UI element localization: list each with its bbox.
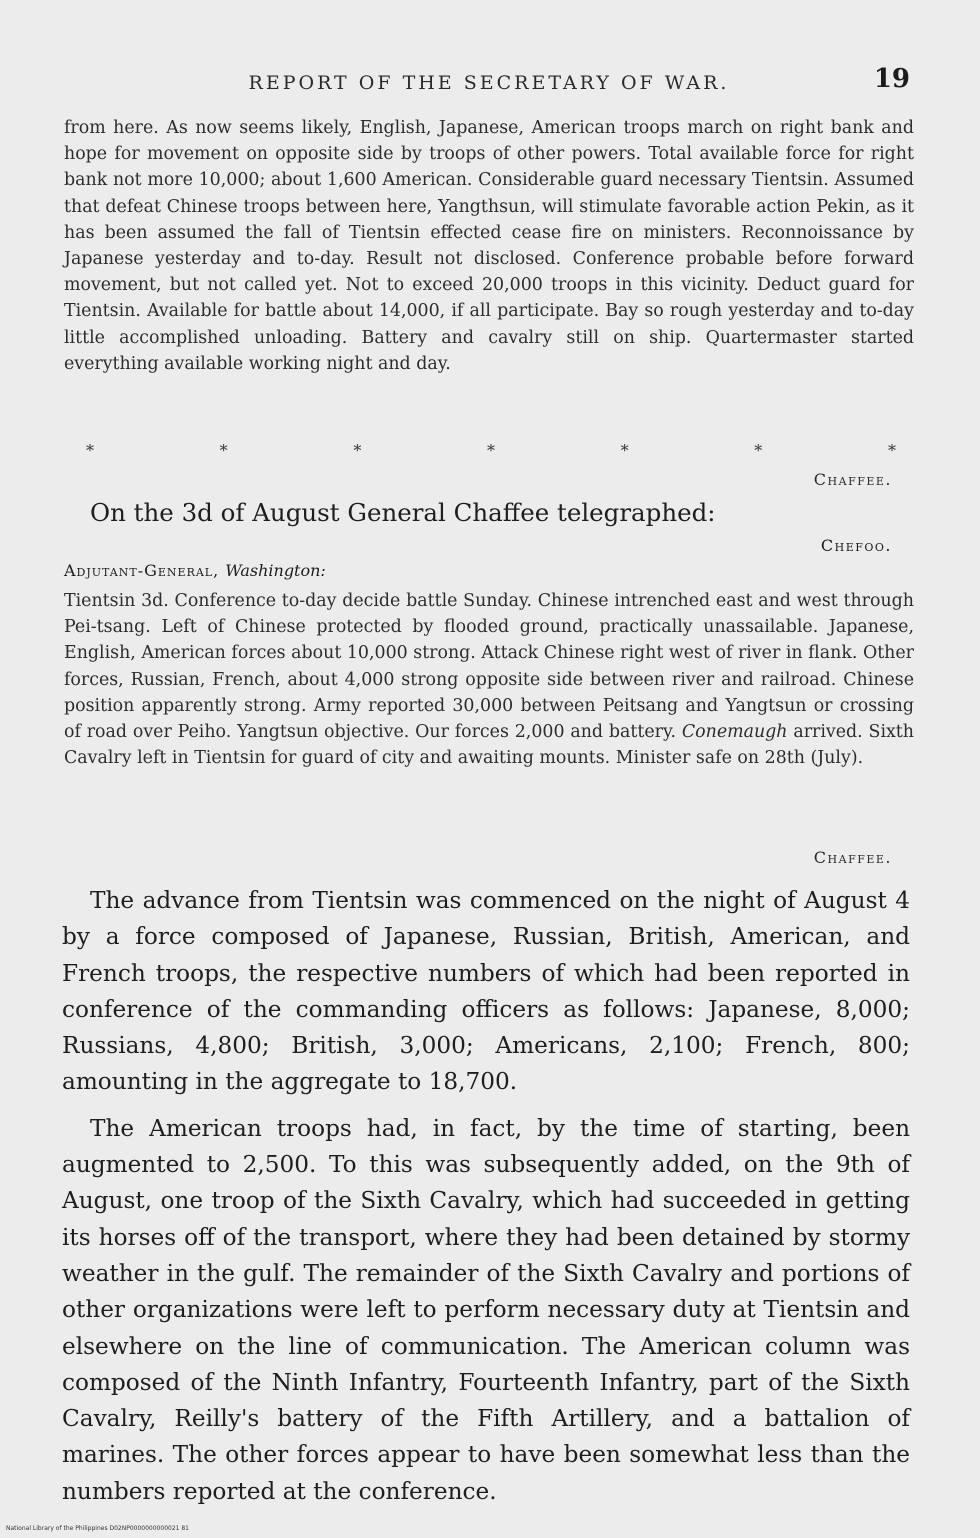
telegram-2-text-part-2: arrived. Sixth Cavalry left in Tientsin for guard of city and awaiting mounts. Minister safe on 28th (July).: [64, 722, 914, 769]
star: *: [219, 441, 228, 460]
star: *: [887, 441, 896, 460]
page-number: 19: [873, 64, 910, 94]
star: *: [486, 441, 495, 460]
signature-1: Chaffee.: [813, 470, 892, 489]
addressee-city: Washington:: [225, 561, 326, 580]
star: *: [620, 441, 629, 460]
telegram-2-text: [64, 588, 914, 771]
star: *: [86, 441, 94, 460]
ellipsis-stars: [86, 441, 896, 460]
body-text: [62, 883, 910, 1510]
paragraph-1: The advance from Tientsin was commenced on the night of August 4 by a force composed of Japanese, Russian, British, American, and French troops, the respective numbers of which had been reported in conference of the commanding officers as follows: Japanese, 8,000; Russians, 4,800; British, 3,000; Americans, 2,100; French, 800; amounting in the aggregate to 18,700.: [62, 887, 910, 1096]
star: *: [754, 441, 763, 460]
intro-line: On the 3d of August General Chaffee telegraphed:: [90, 498, 716, 527]
telegram-1: [64, 115, 914, 377]
telegram-1-text: from here. As now seems likely, English, Japanese, American troops march on right bank and hope for movement on opposite side by troops of other powers. Total available force for right bank not more 10,000; about 1,600 American. Considerable guard necessary Tientsin. Assumed that defeat Chinese troops between here, Yangthsun, will stimulate favorable action Pekin, as it has been assumed the fall of Tientsin effected cease fire on ministers. Reconnoissance by Japanese yesterday and to-day. Result not disclosed. Conference probable before forward movement, but not called yet. Not to exceed 20,000 troops in this vicinity. Deduct guard for Tientsin. Available for battle about 14,000, if all participate. Bay so rough yesterday and to-day little accomplished unloading. Battery and cavalry still on ship. Quartermaster started everything available working night and day.: [64, 118, 914, 374]
library-footer: National Library of the Philippines D02NP0000000000021 81: [6, 1525, 190, 1532]
star: *: [353, 441, 362, 460]
telegram-2-place: Chefoo.: [820, 536, 892, 555]
addressee-title: Adjutant-General,: [64, 561, 220, 580]
telegram-2: [64, 588, 914, 771]
telegram-2-text-part-1: Tientsin 3d. Conference to-day decide battle Sunday. Chinese intrenched east and west through Pei-tsang. Left of Chinese protected by flooded ground, practically unassailable. Japanese, English, American forces about 10,000 strong. Attack Chinese right west of river in flank. Other forces, Russian, French, about 4,000 strong opposite side between river and railroad. Chinese position apparently strong. Army reported 30,000 between Peitsang and Yangtsun or crossing of road over Peiho. Yangtsun objective. Our forces 2,000 and battery.: [64, 591, 914, 743]
ship-name: Conemaugh: [681, 722, 788, 743]
page-header: [64, 64, 914, 104]
telegram-2-addressee: [64, 561, 326, 580]
paragraph-2: The American troops had, in fact, by the time of starting, been augmented to 2,500. To this was subsequently added, on the 9th of August, one troop of the Sixth Cavalry, which had succeeded in getting its horses off of the transport, where they had been detained by stormy weather in the gulf. The remainder of the Sixth Cavalry and portions of other organizations were left to perform necessary duty at Tientsin and elsewhere on the line of communication. The American column was composed of the Ninth Infantry, Fourteenth Infantry, part of the Sixth Cavalry, Reilly's battery of the Fifth Artillery, and a battalion of marines. The other forces appear to have been somewhat less than the numbers reported at the conference.: [62, 1114, 910, 1505]
running-title: REPORT OF THE SECRETARY OF WAR.: [248, 72, 730, 94]
signature-2: Chaffee.: [813, 848, 892, 867]
